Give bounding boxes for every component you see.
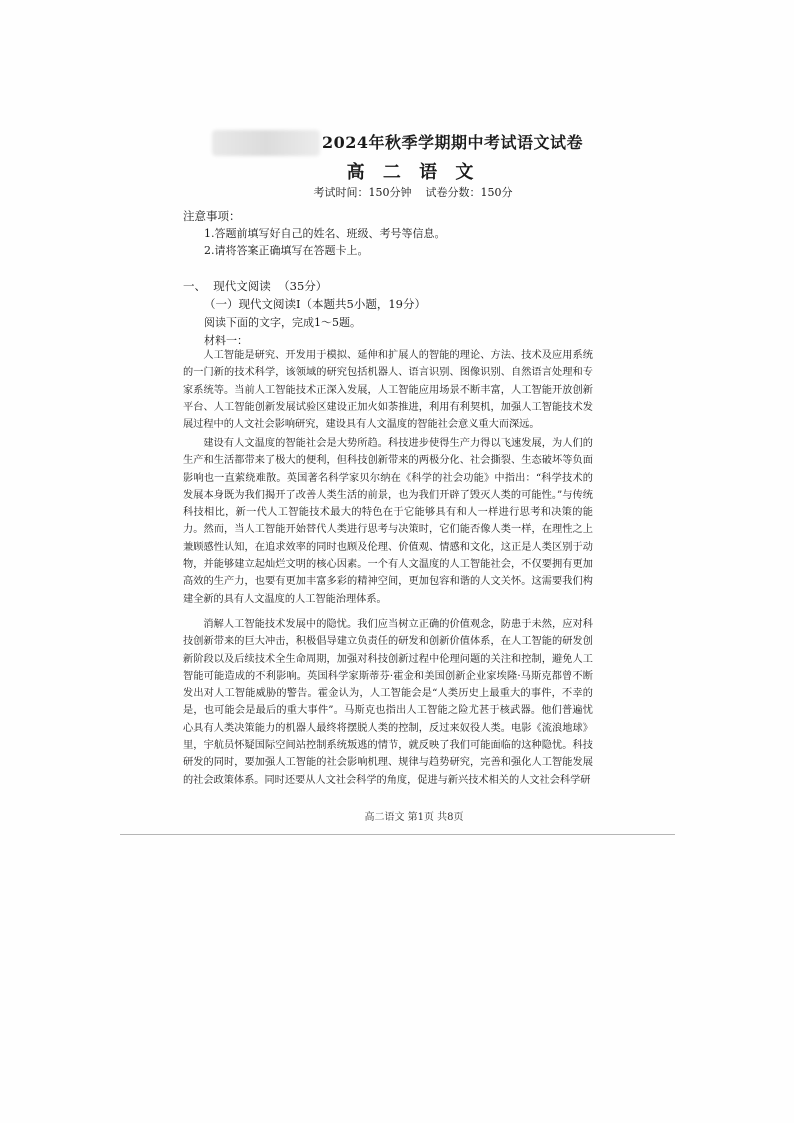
exam-time-and-score: 考试时间：150分钟 试卷分数：150分 <box>313 186 513 199</box>
section-heading: 一、 现代文阅读 （35分） <box>183 279 328 293</box>
note-item: 1.答题前填写好自己的姓名、班级、考号等信息。 <box>204 227 446 240</box>
passage-paragraph: 建设有人文温度的智能社会是大势所趋。科技进步使得生产力得以飞速发展，为人们的生产和生活都带来了极大的便利，但科技创新带来的两极分化、社会撕裂、生态破坏等负面影响也一直萦绕难散。英国著名科学家贝尔纳在《科学的社会功能》中指出：“科学技术的发展本身既为我们揭开了改善人类生活的前景，也为我们开辟了毁灭人类的可能性。”与传统科技相比，新一代人工智能技术最大的特色在于它能够具有和人一样进行思考和决策的能力。然而，当人工智能开始替代人类进行思考与决策时，它们能否像人类一样，在理性之上兼顾感性认知，在追求效率的同时也顾及伦理、价值观、情感和文化，这正是人类区别于动物，并能够建立起灿烂文明的核心因素。一个有人文温度的人工智能社会，不仅要拥有更加高效的生产力，也要有更加丰富多彩的精神空间，更加包容和谐的人文关怀。这需要我们构建全新的具有人文温度的人工智能治理体系。 <box>183 438 593 605</box>
redacted-school-name <box>212 130 320 156</box>
material-label: 材料一： <box>204 334 248 347</box>
exam-title: 2024年秋季学期期中考试语文试卷 <box>322 133 584 152</box>
reading-instruction: 阅读下面的文字，完成1～5题。 <box>204 316 361 329</box>
notes-heading: 注意事项： <box>183 209 241 223</box>
passage-paragraph: 人工智能是研究、开发用于模拟、延伸和扩展人的智能的理论、方法、技术及应用系统的一门新的技术科学，该领域的研究包括机器人、语言识别、图像识别、自然语言处理和专家系统等。当前人工智能技术正深入发展，人工智能应用场景不断丰富，人工智能开放创新平台、人工智能创新发展试验区建设正加火如荼推进，利用有利契机，加强人工智能技术发展过程中的人文社会影响研究，建设具有人文温度的智能社会意义重大而深远。 <box>183 350 593 431</box>
footer-divider <box>120 834 675 835</box>
subject-title: 高 二 语 文 <box>346 162 480 183</box>
subsection-heading: （一）现代文阅读Ⅰ（本题共5小题，19分） <box>204 297 426 311</box>
note-item: 2.请将答案正确填写在答题卡上。 <box>204 244 369 257</box>
passage-paragraph: 消解人工智能技术发展中的隐忧。我们应当树立正确的价值观念，防患于未然，应对科技创新带来的巨大冲击，积极倡导建立负责任的研发和创新价值体系，在人工智能的研发创新阶段以及后续技术全生命周期，加强对科技创新过程中伦理问题的关注和控制，避免人工智能可能造成的不利影响。英国科学家斯蒂芬·霍金和美国创新企业家埃隆·马斯克都曾不断发出对人工智能威胁的警告。霍金认为，人工智能会是“人类历史上最重大的事件，不幸的是，也可能会是最后的重大事件”。马斯克也指出人工智能之险尤甚于核武器。他们普遍忧心具有人类决策能力的机器人最终将摆脱人类的控制，反过来奴役人类。电影《流浪地球》里，宇航员怀疑国际空间站控制系统叛逃的情节，就反映了我们可能面临的这种隐忧。科技研发的同时，要加强人工智能的社会影响机理、规律与趋势研究，完善和强化人工智能发展的社会政策体系。同时还要从人文社会科学的角度，促进与新兴技术相关的人文社会科学研 <box>183 619 593 786</box>
page-footer: 高二语文 第1页 共8页 <box>364 812 464 823</box>
